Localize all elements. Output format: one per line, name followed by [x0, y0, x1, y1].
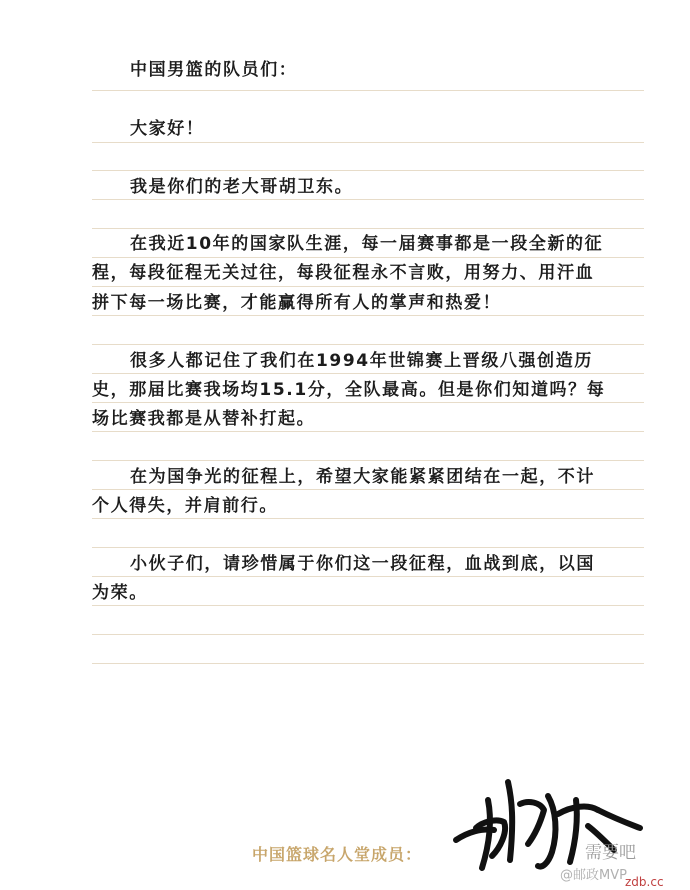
rule-line [92, 605, 644, 606]
rule-line [92, 547, 644, 548]
rule-line [92, 402, 644, 403]
salutation: 中国男篮的队员们： [130, 60, 298, 80]
rule-line [92, 228, 644, 229]
hall-of-fame-label: 中国篮球名人堂成员： [252, 845, 423, 864]
rule-line [92, 286, 644, 287]
paragraph-3-line-1: 在为国争光的征程上，希望大家能紧紧团结在一起，不计 [130, 467, 595, 487]
paragraph-2-line-1: 很多人都记住了我们在1994年世锦赛上晋级八强创造历 [130, 351, 593, 371]
rule-line [92, 518, 644, 519]
rule-line [92, 663, 644, 664]
greeting: 大家好！ [130, 119, 205, 139]
rule-line [92, 634, 644, 635]
rule-line [92, 489, 644, 490]
paragraph-4-line-2: 为荣。 [92, 583, 148, 603]
rule-line [92, 460, 644, 461]
weibo-watermark: @邮政MVP [560, 868, 627, 883]
paragraph-1-line-2: 程，每段征程无关过往，每段征程永不言败，用努力、用汗血 [92, 263, 595, 283]
rule-line [92, 142, 644, 143]
paragraph-1-line-3: 拼下每一场比赛，才能赢得所有人的掌声和热爱！ [92, 293, 502, 313]
rule-line [92, 199, 644, 200]
paragraph-2-line-3: 场比赛我都是从替补打起。 [92, 409, 316, 429]
rule-line [92, 373, 644, 374]
rule-line [92, 344, 644, 345]
rule-line [92, 170, 644, 171]
site-watermark: zdb.cc [625, 875, 664, 889]
rule-line [92, 576, 644, 577]
intro-line: 我是你们的老大哥胡卫东。 [130, 177, 354, 197]
rule-line [92, 431, 644, 432]
paragraph-1-line-1: 在我近10年的国家队生涯，每一届赛事都是一段全新的征 [130, 234, 604, 254]
paragraph-2-line-2: 史，那届比赛我场均15.1分，全队最高。但是你们知道吗？每 [92, 380, 606, 400]
seal-watermark: 需要吧 [585, 843, 636, 863]
rule-line [92, 90, 644, 91]
rule-line [92, 257, 644, 258]
paragraph-3-line-2: 个人得失，并肩前行。 [92, 496, 278, 516]
paragraph-4-line-1: 小伙子们，请珍惜属于你们这一段征程，血战到底，以国 [130, 554, 595, 574]
rule-line [92, 315, 644, 316]
